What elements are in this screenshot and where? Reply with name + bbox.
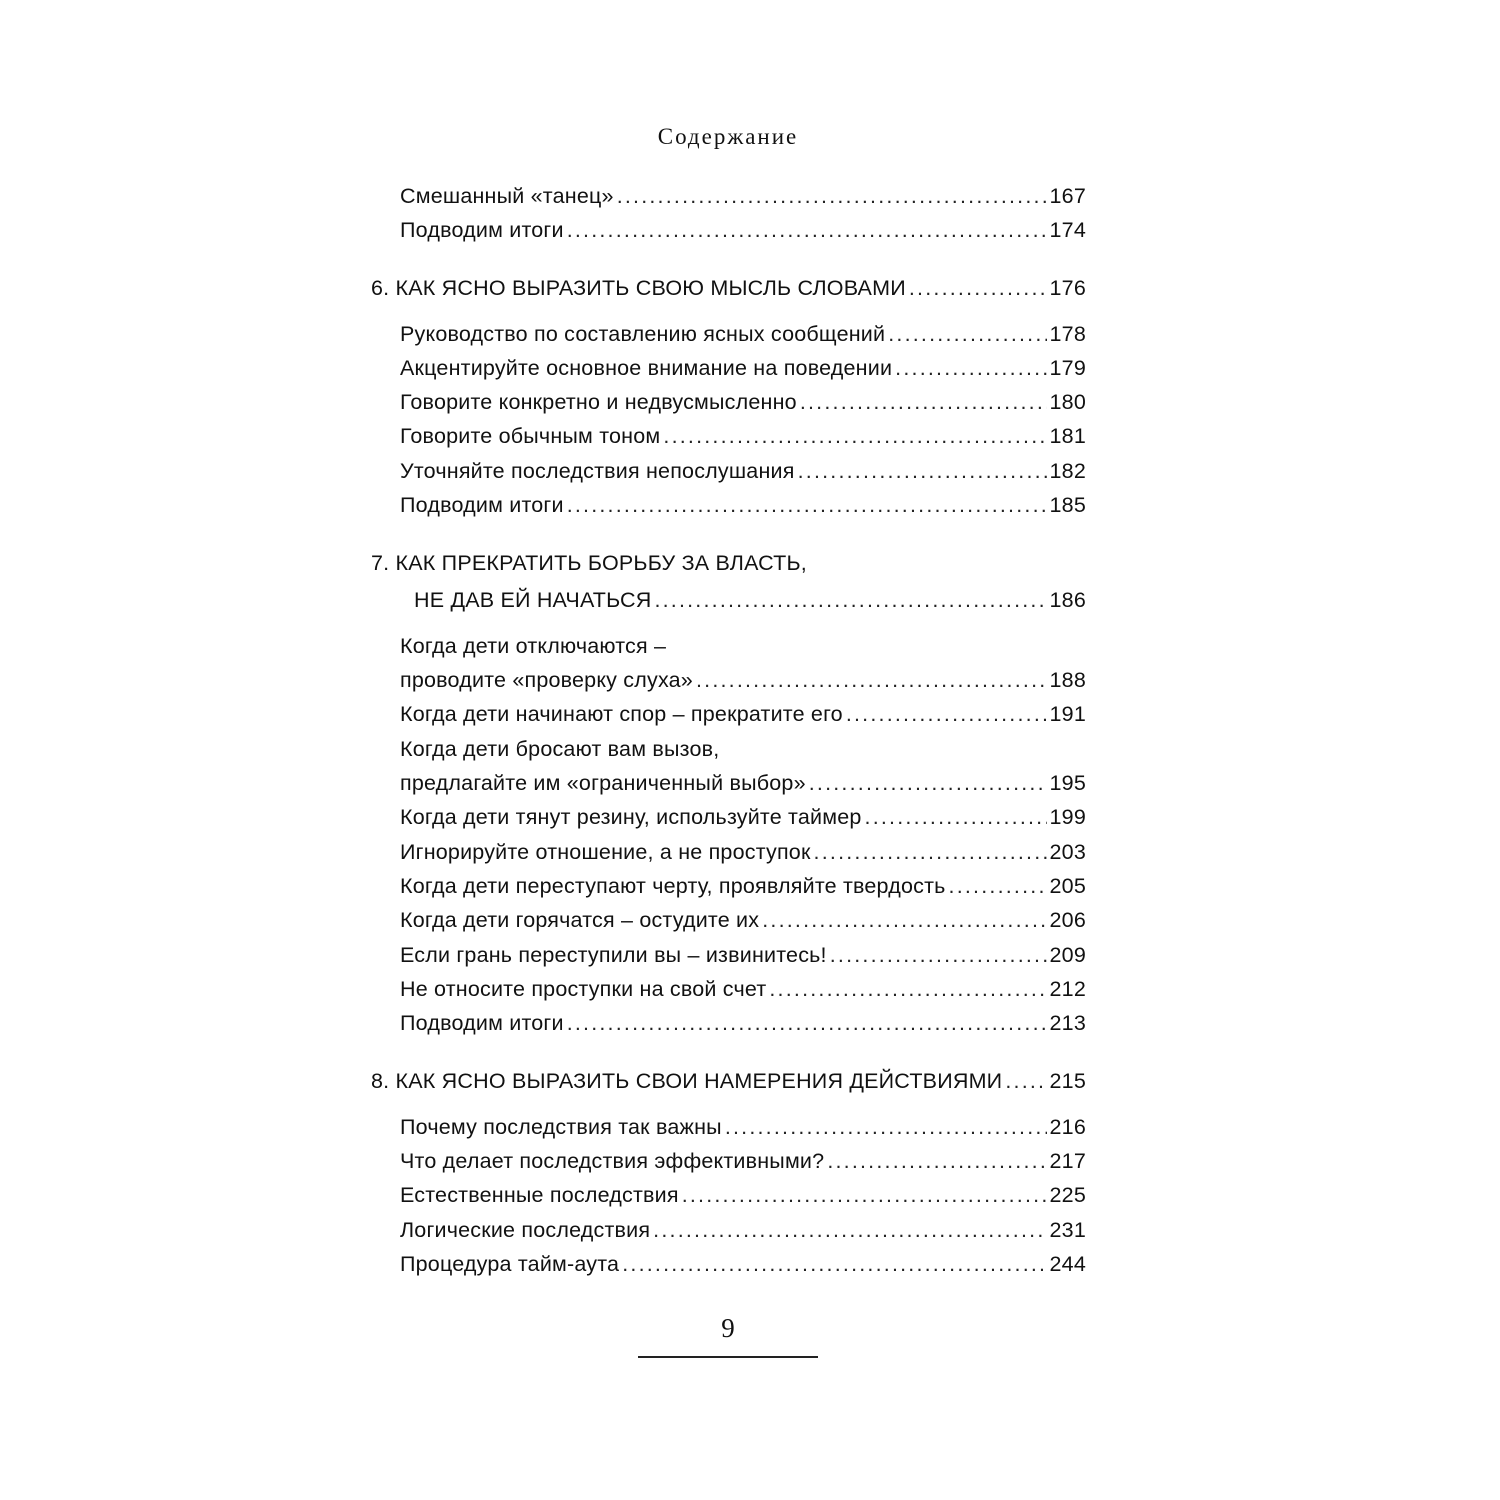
- toc-entry-page: 174: [1049, 218, 1086, 242]
- toc-entry-page: 180: [1049, 390, 1086, 414]
- toc-entry-title: Когда дети отключаются –: [400, 634, 667, 658]
- toc-entry-title: Когда дети бросают вам вызов,: [400, 737, 720, 761]
- page-number: 9: [721, 1313, 735, 1343]
- toc-entry-page: 244: [1049, 1252, 1086, 1276]
- toc-entry-title: Подводим итоги: [400, 493, 564, 517]
- toc-entry-title: Когда дети тянут резину, используйте таймер: [400, 805, 862, 829]
- toc-entry-page: 191: [1049, 702, 1086, 726]
- dot-leader: [846, 698, 1047, 730]
- toc-entry-title: Почему последствия так важны: [400, 1115, 722, 1139]
- toc-entry-page: 216: [1049, 1115, 1086, 1139]
- dot-leader: [909, 272, 1047, 304]
- toc-entry-page: 225: [1049, 1183, 1086, 1207]
- dot-leader: [653, 1214, 1046, 1246]
- toc-chapter-7-line2: [414, 584, 1086, 616]
- dot-leader: [888, 318, 1046, 350]
- toc-entry-timer: [400, 801, 1086, 833]
- toc-chapter-page: 215: [1049, 1069, 1086, 1093]
- toc-entry-title: Когда дети переступают черту, проявляйте твердость: [400, 874, 946, 898]
- toc-entry-limited-choice-line1: [400, 733, 1086, 765]
- dot-leader: [622, 1248, 1046, 1280]
- toc-chapter-title: 7. КАК ПРЕКРАТИТЬ БОРЬБУ ЗА ВЛАСТЬ,: [371, 551, 807, 575]
- dot-leader: [798, 455, 1047, 487]
- toc-entry-apologize: [400, 939, 1086, 971]
- toc-entry-logical-consequences: [400, 1214, 1086, 1246]
- toc-entry-title: Не относите проступки на свой счет: [400, 977, 767, 1001]
- toc-entry-ignore-attitude: [400, 836, 1086, 868]
- toc-entry-page: 213: [1049, 1011, 1086, 1035]
- toc-entry-summary-6: [400, 489, 1086, 521]
- toc-chapter-title-cont: НЕ ДАВ ЕЙ НАЧАТЬСЯ: [414, 588, 652, 612]
- toc-entry-limited-choice-line2: [400, 767, 1086, 799]
- toc-entry-why-consequences: [400, 1111, 1086, 1143]
- toc-entry-effective-consequences: [400, 1145, 1086, 1177]
- toc-entry-title: Логические последствия: [400, 1218, 651, 1242]
- toc-chapter-7-line1: [371, 547, 1086, 579]
- dot-leader: [696, 664, 1047, 696]
- running-head: Содержание: [657, 124, 799, 149]
- dot-leader: [663, 420, 1046, 452]
- dot-leader: [949, 870, 1047, 902]
- dot-leader: [762, 904, 1046, 936]
- toc-entry-normal-tone: [400, 420, 1086, 452]
- toc-entry-stop-argument: [400, 698, 1086, 730]
- toc-entry-page: 203: [1049, 840, 1086, 864]
- toc-entry-title: Игнорируйте отношение, а не проступок: [400, 840, 811, 864]
- toc-entry-title: Подводим итоги: [400, 1011, 564, 1035]
- toc-entry-mixed-dance: [400, 180, 1086, 212]
- toc-entry-title: Естественные последствия: [400, 1183, 679, 1207]
- toc-entry-hearing-check-line1: [400, 630, 1086, 662]
- toc-entry-page: 188: [1049, 668, 1086, 692]
- toc-entry-page: 178: [1049, 322, 1086, 346]
- toc-entry-page: 199: [1049, 805, 1086, 829]
- toc-entry-consequences: [400, 455, 1086, 487]
- toc-entry-page: 185: [1049, 493, 1086, 517]
- toc-chapter-page: 186: [1049, 588, 1086, 612]
- toc-entry-title-cont: проводите «проверку слуха»: [400, 668, 693, 692]
- dot-leader: [769, 973, 1046, 1005]
- dot-leader: [725, 1111, 1047, 1143]
- toc-chapter-title: 8. КАК ЯСНО ВЫРАЗИТЬ СВОИ НАМЕРЕНИЯ ДЕЙСТВИЯМИ: [371, 1069, 1003, 1093]
- toc-entry-title: Когда дети горячатся – остудите их: [400, 908, 760, 932]
- toc-entry-page: 167: [1049, 184, 1086, 208]
- toc-entry-title-cont: предлагайте им «ограниченный выбор»: [400, 771, 806, 795]
- dot-leader: [800, 386, 1047, 418]
- toc-entry-page: 231: [1049, 1218, 1086, 1242]
- toc-entry-title: Говорите обычным тоном: [400, 424, 661, 448]
- toc-entry-title: Руководство по составлению ясных сообщений: [400, 322, 886, 346]
- toc-entry-natural-consequences: [400, 1179, 1086, 1211]
- toc-entry-page: 205: [1049, 874, 1086, 898]
- toc-entry-page: 212: [1049, 977, 1086, 1001]
- toc-entry-page: 179: [1049, 356, 1086, 380]
- toc-entry-be-firm: [400, 870, 1086, 902]
- toc-entry-hearing-check-line2: [400, 664, 1086, 696]
- toc-entry-title: Говорите конкретно и недвусмысленно: [400, 390, 797, 414]
- toc-entry-title: Что делает последствия эффективными?: [400, 1149, 825, 1173]
- toc-entry-title: Подводим итоги: [400, 218, 564, 242]
- toc-entry-page: 217: [1049, 1149, 1086, 1173]
- toc-chapter-title: 6. КАК ЯСНО ВЫРАЗИТЬ СВОЮ МЫСЛЬ СЛОВАМИ: [371, 276, 906, 300]
- toc-entry-timeout: [400, 1248, 1086, 1280]
- toc-entry-guide: [400, 318, 1086, 350]
- dot-leader: [1005, 1065, 1046, 1097]
- toc-entry-title: Процедура тайм-аута: [400, 1252, 620, 1276]
- toc-entry-title: Если грань переступили вы – извинитесь!: [400, 943, 827, 967]
- toc-entry-not-personal: [400, 973, 1086, 1005]
- toc-entry-page: 182: [1049, 459, 1086, 483]
- toc-chapter-8: [371, 1065, 1086, 1097]
- toc-entry-title: Смешанный «танец»: [400, 184, 614, 208]
- dot-leader: [895, 352, 1046, 384]
- toc-entry-title: Когда дети начинают спор – прекратите его: [400, 702, 843, 726]
- toc-chapter-page: 176: [1049, 276, 1086, 300]
- dot-leader: [682, 1179, 1047, 1211]
- toc-entry-summary-5: [400, 214, 1086, 246]
- toc-entry-page: 206: [1049, 908, 1086, 932]
- dot-leader: [617, 180, 1047, 212]
- toc-entry-page: 181: [1049, 424, 1086, 448]
- toc-entry-title: Акцентируйте основное внимание на поведении: [400, 356, 893, 380]
- folio-rule: [638, 1356, 818, 1358]
- dot-leader: [865, 801, 1047, 833]
- dot-leader: [567, 214, 1047, 246]
- dot-leader: [567, 489, 1047, 521]
- dot-leader: [814, 836, 1047, 868]
- toc-entry-cool-down: [400, 904, 1086, 936]
- toc-entry-title: Уточняйте последствия непослушания: [400, 459, 795, 483]
- toc-entry-page: 209: [1049, 943, 1086, 967]
- dot-leader: [830, 939, 1047, 971]
- toc-entry-page: 195: [1049, 771, 1086, 795]
- toc-chapter-6: [371, 272, 1086, 304]
- dot-leader: [654, 584, 1046, 616]
- dot-leader: [567, 1007, 1047, 1039]
- dot-leader: [809, 767, 1047, 799]
- dot-leader: [827, 1145, 1046, 1177]
- toc-entry-speak-specific: [400, 386, 1086, 418]
- toc-entry-focus-behavior: [400, 352, 1086, 384]
- toc-entry-summary-7: [400, 1007, 1086, 1039]
